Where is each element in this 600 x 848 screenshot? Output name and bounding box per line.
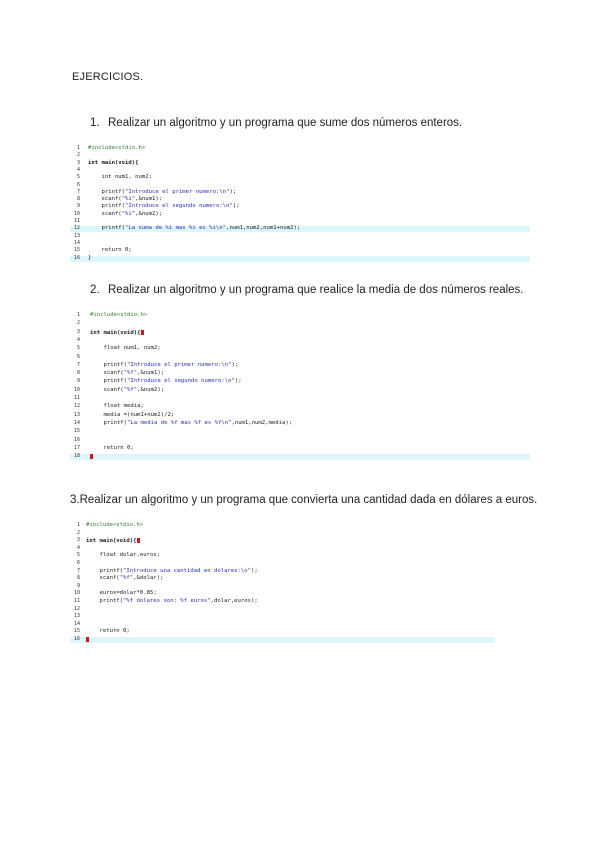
line-number: 10: [73, 210, 80, 217]
code-line: [70, 346, 530, 352]
line-number: 4: [76, 166, 80, 173]
code-line: [70, 523, 495, 529]
code-line: [70, 313, 530, 319]
line-number: 10: [73, 386, 80, 393]
code-line: [70, 256, 530, 262]
line-number: 8: [76, 575, 80, 582]
exercise-3-title: [70, 494, 537, 506]
line-number: 15: [73, 247, 80, 254]
line-number: 17: [73, 444, 80, 451]
line-number: 12: [73, 605, 80, 612]
line-number: 3: [76, 537, 80, 544]
code-line: [70, 561, 495, 567]
code-text: printf("%f dolares son: %f euros",dolar,euros);: [86, 598, 258, 604]
line-number: 9: [76, 378, 80, 385]
line-number: 13: [73, 411, 80, 418]
code-line: [70, 629, 495, 635]
line-number: 15: [73, 628, 80, 635]
line-number: 12: [73, 225, 80, 232]
exercise-2-title: [90, 284, 524, 296]
code-line: [70, 546, 495, 552]
code-line: [70, 330, 530, 336]
code-line: [70, 637, 495, 643]
line-number: 18: [73, 453, 80, 460]
code-text: printf("La suma de %i mas %i es %i\n",num1,num2,num1+num2);: [88, 225, 301, 232]
code-line: [70, 168, 530, 174]
exercise-1-number: 1.: [90, 117, 100, 129]
code-line: [70, 538, 495, 544]
page-heading: EJERCICIOS.: [72, 71, 144, 83]
line-number: 7: [76, 188, 80, 195]
code-screenshot-2: [70, 313, 530, 463]
code-line: [70, 371, 530, 377]
line-number: 5: [76, 552, 80, 559]
line-number: 3: [76, 159, 80, 166]
code-line: [70, 190, 530, 196]
code-text: return 0;: [86, 628, 130, 635]
code-text: #include<stdio.h>: [88, 145, 146, 151]
exercise-1-text: Realizar un algoritmo y un programa que sume dos números enteros.: [108, 117, 463, 129]
code-text: int main(void){: [90, 330, 144, 337]
code-line: [70, 622, 495, 628]
line-number: 3: [76, 328, 80, 335]
line-number: 16: [73, 254, 80, 261]
line-number: 11: [73, 395, 80, 401]
code-line: [70, 161, 530, 167]
code-text: int main(void){: [86, 538, 140, 545]
code-text: [86, 637, 89, 644]
code-text: printf("La media de %f mas %f es %f\n",num1,num2,media);: [90, 419, 293, 426]
line-number: 14: [73, 419, 80, 426]
code-line: [70, 396, 530, 402]
code-line: [70, 355, 530, 361]
code-text: printf("Introduce el segundo numero:\n");: [88, 203, 240, 210]
code-text: float media;: [90, 403, 144, 410]
code-line: [70, 146, 530, 152]
line-number: 7: [76, 361, 80, 368]
code-text: printf("Introduce el primer numero:\n");: [90, 361, 239, 368]
code-line: [70, 363, 530, 369]
code-text: return 0;: [90, 444, 134, 451]
code-line: [70, 197, 530, 203]
line-number: 10: [73, 590, 80, 597]
line-number: 8: [76, 196, 80, 203]
code-line: [70, 553, 495, 559]
code-text: }: [88, 254, 92, 261]
code-line: [70, 226, 530, 232]
line-number: 4: [76, 544, 80, 551]
code-text: scanf("%i",&num1);: [88, 196, 163, 203]
code-text: media =(num1+num2)/2;: [90, 411, 175, 418]
code-line: [70, 183, 530, 189]
code-line: [70, 234, 530, 240]
code-text: #include<stdio.h>: [90, 312, 148, 318]
code-text: scanf("%i",&num2);: [88, 210, 163, 217]
line-number: 13: [73, 613, 80, 620]
code-line: [70, 576, 495, 582]
exercise-3-text: Realizar un algoritmo y un programa que convierta una cantidad dada en dólares a euros.: [79, 494, 538, 506]
code-line: [70, 219, 530, 225]
brace-match-marker: [86, 637, 89, 642]
code-line: [70, 321, 530, 327]
code-text: scanf("%f",&dolar);: [86, 575, 164, 582]
code-text: euros=dolar*0.85;: [86, 590, 157, 597]
code-line: [70, 446, 530, 452]
line-number: 14: [73, 620, 80, 627]
code-text: printf("Introduce una cantidad en dolares:\n");: [86, 567, 258, 574]
line-number: 9: [76, 582, 80, 589]
code-text: float dolar,euros;: [86, 552, 161, 559]
line-number: 2: [76, 529, 80, 536]
line-number: 6: [76, 181, 80, 188]
code-line: [70, 607, 495, 613]
code-line: [70, 404, 530, 410]
code-line: [70, 212, 530, 218]
line-number: 16: [73, 636, 80, 642]
line-number: 1: [76, 522, 80, 528]
code-text: [90, 454, 93, 461]
code-line: [70, 204, 530, 210]
line-number: 16: [73, 436, 80, 443]
code-text: #include<stdio.h>: [86, 522, 144, 528]
code-line: [70, 429, 530, 435]
code-text: printf("Introduce el primer numero:\n");: [88, 188, 237, 195]
exercise-2-text: Realizar un algoritmo y un programa que realice la media de dos números reales.: [108, 284, 524, 296]
line-number: 6: [76, 560, 80, 566]
line-number: 6: [76, 353, 80, 360]
code-line: [70, 241, 530, 247]
exercise-1-title: [90, 117, 462, 129]
line-number: 13: [73, 232, 80, 239]
line-number: 2: [76, 320, 80, 327]
code-line: [70, 388, 530, 394]
exercise-3-number: 3.: [70, 494, 80, 506]
code-line: [70, 454, 530, 460]
code-line: [70, 153, 530, 159]
code-line: [70, 413, 530, 419]
line-number: 15: [73, 428, 80, 435]
code-text: printf("Introduce el segundo numero:\n");: [90, 378, 242, 385]
code-screenshot-1: [70, 146, 530, 266]
line-number: 2: [76, 152, 80, 159]
code-text: int main(void){: [88, 159, 139, 166]
brace-match-marker: [90, 454, 93, 459]
code-line: [70, 379, 530, 385]
line-number: 11: [73, 598, 80, 604]
code-line: [70, 531, 495, 537]
line-number: 1: [76, 145, 80, 151]
code-line: [70, 599, 495, 605]
line-number: 5: [76, 345, 80, 352]
line-number: 14: [73, 239, 80, 246]
line-number: 4: [76, 336, 80, 343]
code-line: [70, 438, 530, 444]
code-text: return 0;: [88, 247, 132, 254]
code-line: [70, 248, 530, 254]
line-number: 8: [76, 370, 80, 377]
code-line: [70, 421, 530, 427]
brace-match-marker: [137, 538, 140, 543]
code-line: [70, 591, 495, 597]
code-text: scanf("%f",&num1);: [90, 370, 165, 377]
code-text: scanf("%f",&num2);: [90, 386, 165, 393]
brace-match-marker: [141, 330, 144, 335]
line-number: 1: [76, 312, 80, 318]
exercise-2-number: 2.: [90, 284, 100, 296]
code-screenshot-3: [70, 523, 495, 648]
code-text: int num1, num2;: [88, 174, 152, 181]
line-number: 7: [76, 567, 80, 574]
code-line: [70, 338, 530, 344]
line-number: 5: [76, 174, 80, 181]
code-line: [70, 175, 530, 181]
code-line: [70, 584, 495, 590]
line-number: 12: [73, 403, 80, 410]
line-number: 11: [73, 218, 80, 224]
code-line: [70, 614, 495, 620]
code-line: [70, 569, 495, 575]
line-number: 9: [76, 203, 80, 210]
code-text: float num1, num2;: [90, 345, 161, 352]
